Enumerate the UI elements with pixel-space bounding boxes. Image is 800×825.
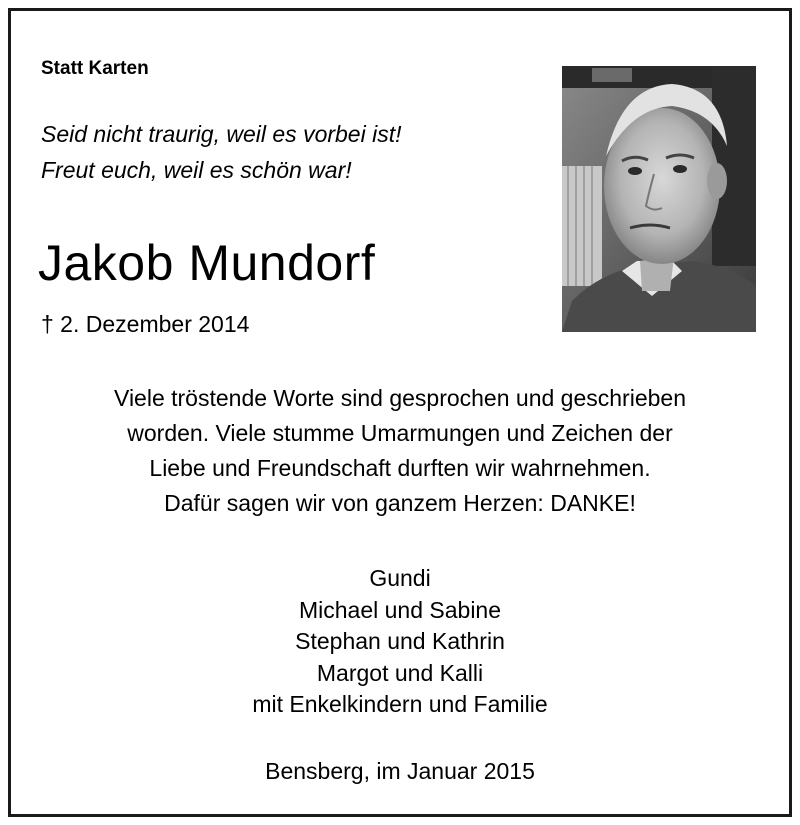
signature-line-1: Gundi (369, 565, 431, 591)
quote-line-2: Freut euch, weil es schön war! (41, 157, 352, 183)
portrait-photo (562, 66, 756, 332)
deceased-name: Jakob Mundorf (38, 235, 376, 291)
thank-you-message (0, 381, 800, 521)
place-and-date: Bensberg, im Januar 2015 (265, 758, 535, 784)
message-line-1: Viele tröstende Worte sind gesprochen und geschrieben (114, 385, 686, 411)
notice-header-label: Statt Karten (41, 58, 149, 79)
memorial-quote (41, 116, 402, 188)
signature-line-2: Michael und Sabine (298, 596, 502, 623)
quote-line-1: Seid nicht traurig, weil es vorbei ist! (41, 121, 402, 147)
message-line-2: worden. Viele stumme Umarmungen und Zeichen der (127, 420, 673, 446)
message-line-4: Dafür sagen wir von ganzem Herzen: DANKE! (164, 490, 636, 516)
signature-line-3: Stephan und Kathrin (295, 628, 505, 654)
message-line-3: Liebe und Freundschaft durften wir wahrnehmen. (149, 455, 651, 481)
death-date: † 2. Dezember 2014 (41, 311, 250, 337)
family-signatures (0, 563, 800, 721)
signature-line-5: mit Enkelkindern und Familie (252, 691, 548, 717)
signature-line-4: Margot und Kalli (316, 659, 484, 686)
